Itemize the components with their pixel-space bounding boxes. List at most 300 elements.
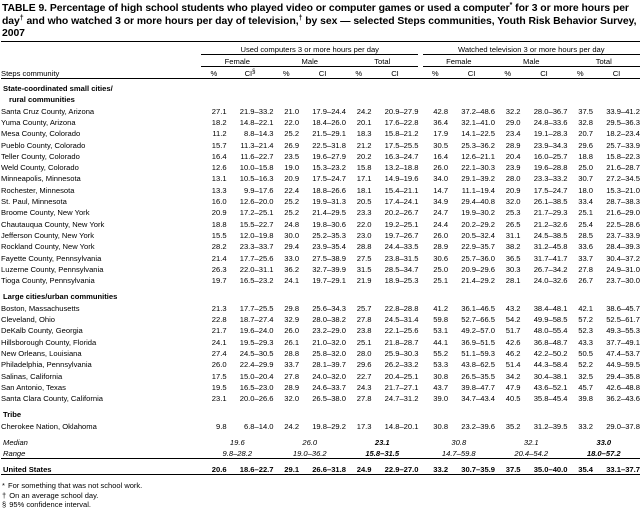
cell-c_m_ci: 21.0–32.0 <box>312 337 346 347</box>
section-header-blank-2 <box>201 93 640 104</box>
cell-t_f_ci: 20.9–29.6 <box>461 264 496 274</box>
cell-t_t_ci: 29.0–37.8 <box>606 421 640 431</box>
header-blank-2 <box>1 57 201 67</box>
cell-c_f_ci: 20.0–26.6 <box>239 394 274 404</box>
range-c_f: 9.8–28.2 <box>222 449 253 459</box>
cell-t_m_pct: 25.3 <box>505 208 521 218</box>
cell-t_t_pct: 25.4 <box>578 219 593 229</box>
header-cf-ci-label: CI <box>244 68 253 78</box>
community-name: St. Paul, Minnesota <box>1 197 67 207</box>
range-t_m: 20.4–54.2 <box>514 449 549 459</box>
community-name: Chautauqua County, New York <box>1 219 105 229</box>
cell-c_t_ci: 15.4–21.1 <box>384 185 419 195</box>
header-television-total: Total <box>567 57 640 67</box>
cell-c_t_pct: 20.5 <box>356 197 372 207</box>
cell-t_f_pct: 25.0 <box>433 264 449 274</box>
cell-t_t_ci: 18.2–23.4 <box>606 129 640 139</box>
community-name: Tioga County, Pennsylvania <box>1 276 95 286</box>
cell-c_f_pct: 22.8 <box>211 315 227 325</box>
cell-c_f_ci: 11.3–21.4 <box>240 140 274 150</box>
section-header-label: State-coordinated small cities/ <box>3 84 113 94</box>
cell-t_f_ci: 14.1–22.5 <box>461 129 496 139</box>
cell-t_f_ci: 51.1–59.3 <box>461 348 496 358</box>
community-name: New Orleans, Louisiana <box>1 348 82 358</box>
table-row <box>1 347 640 358</box>
footnote-2 <box>2 491 639 501</box>
table-row <box>1 263 640 274</box>
cell-c_t_pct: 27.5 <box>356 253 372 263</box>
cell-t_t_ci: 37.7–49.1 <box>606 337 640 347</box>
section-header-label: Large cities/urban communities <box>3 292 118 302</box>
cell-t_t_pct: 33.6 <box>578 242 593 252</box>
cell-c_f_pct: 15.5 <box>211 230 227 240</box>
cell-c_t_ci: 25.9–30.3 <box>384 348 419 358</box>
cell-t_f_ci: 25.7–36.0 <box>461 253 496 263</box>
community-name: Luzerne County, Pennsylvania <box>1 264 104 274</box>
us-cell-t_f_pct: 33.2 <box>433 465 449 475</box>
cell-c_m_ci: 18.4–26.0 <box>312 117 346 127</box>
cell-t_m_pct: 36.5 <box>505 253 521 263</box>
cell-t_m_ci: 28.0–36.7 <box>533 106 568 116</box>
header-sex-row <box>1 57 640 67</box>
us-cell-t_m_ci: 35.0–40.0 <box>533 465 568 475</box>
cell-t_f_pct: 34.9 <box>433 197 449 207</box>
footnote-marker-3: § <box>2 500 9 510</box>
cell-c_f_ci: 15.0–20.4 <box>239 371 274 381</box>
cell-t_m_ci: 31.2–45.8 <box>533 242 568 252</box>
header-television-female: Female <box>423 57 495 67</box>
section-header-label-2: rural communities <box>9 95 75 105</box>
cell-c_f_pct: 13.1 <box>211 174 227 184</box>
cell-t_m_pct: 28.0 <box>505 174 521 184</box>
cell-t_f_ci: 26.5–35.5 <box>461 371 496 381</box>
cell-t_f_ci: 29.4–40.8 <box>461 197 496 207</box>
cell-t_t_pct: 18.0 <box>578 185 593 195</box>
cell-c_m_ci: 24.0–32.0 <box>312 371 346 381</box>
cell-c_m_ci: 19.7–29.1 <box>312 276 346 286</box>
cell-c_f_pct: 15.7 <box>211 140 227 150</box>
cell-c_m_pct: 32.9 <box>284 315 300 325</box>
cell-c_m_pct: 24.8 <box>284 219 300 229</box>
cell-c_m_ci: 17.5–24.7 <box>312 174 346 184</box>
table-row <box>1 138 640 149</box>
community-name: Santa Clara County, California <box>1 394 104 404</box>
cell-c_t_pct: 18.1 <box>356 185 372 195</box>
header-computers-female: Female <box>201 57 273 67</box>
cell-c_f_ci: 10.0–15.8 <box>239 163 274 173</box>
cell-t_m_pct: 38.2 <box>505 242 521 252</box>
cell-c_f_ci: 23.3–33.7 <box>239 242 274 252</box>
header-ct-ci: CI <box>391 68 399 78</box>
cell-c_m_pct: 21.0 <box>284 106 300 116</box>
community-name: Cherokee Nation, Oklahoma <box>1 421 97 431</box>
cell-c_f_ci: 22.0–31.1 <box>239 264 274 274</box>
cell-c_m_pct: 28.8 <box>284 348 300 358</box>
cell-t_m_ci: 48.0–55.4 <box>533 326 568 336</box>
cell-c_t_pct: 28.8 <box>356 242 372 252</box>
cell-t_f_ci: 22.1–30.3 <box>461 163 496 173</box>
cell-t_t_ci: 15.8–22.3 <box>606 151 640 161</box>
cell-t_f_pct: 55.2 <box>433 348 449 358</box>
cell-c_f_pct: 11.2 <box>212 129 227 139</box>
cell-c_f_pct: 24.1 <box>211 337 227 347</box>
cell-t_f_ci: 20.5–32.4 <box>461 230 496 240</box>
header-computers-total: Total <box>346 57 418 67</box>
header-steps-community: Steps community <box>1 68 60 78</box>
cell-c_f_ci: 17.2–25.1 <box>239 208 274 218</box>
cell-t_f_ci: 32.1–41.0 <box>461 117 496 127</box>
community-name: Yuma County, Arizona <box>1 117 76 127</box>
table-row <box>1 335 640 346</box>
range-c_t: 15.8–31.5 <box>365 449 400 459</box>
cell-t_m_ci: 23.9–34.3 <box>533 140 568 150</box>
cell-c_f_pct: 12.6 <box>211 163 227 173</box>
cell-c_m_pct: 32.0 <box>284 394 300 404</box>
cell-t_t_pct: 28.5 <box>578 230 593 240</box>
cell-t_t_pct: 29.6 <box>578 140 593 150</box>
cell-t_m_ci: 21.7–29.3 <box>533 208 568 218</box>
cell-t_t_ci: 21.6–29.0 <box>606 208 640 218</box>
cell-t_m_ci: 17.5–24.7 <box>533 185 568 195</box>
header-tm-pct: % <box>504 68 512 78</box>
cell-c_f_ci: 15.5–22.7 <box>239 219 274 229</box>
cell-c_f_ci: 16.5–23.2 <box>239 276 274 286</box>
table-row <box>1 313 640 324</box>
cell-t_m_pct: 42.6 <box>505 337 521 347</box>
cell-t_m_pct: 28.9 <box>505 140 521 150</box>
title-text-4: by sex — selected Steps communities, Youth Risk Behavior Survey, 2007 <box>2 15 637 40</box>
cell-t_t_ci: 22.5–28.6 <box>606 219 640 229</box>
table-row <box>1 195 640 206</box>
cell-t_f_ci: 36.1–46.5 <box>461 303 496 313</box>
table-row <box>1 240 640 251</box>
cell-c_f_pct: 16.4 <box>211 151 227 161</box>
header-measure-row <box>1 69 640 79</box>
title-footnote-mark-1: * <box>509 2 513 9</box>
cell-t_t_ci: 24.9–31.0 <box>606 264 640 274</box>
cell-c_f_pct: 9.8 <box>216 421 227 431</box>
cell-t_m_pct: 20.4 <box>505 151 521 161</box>
cell-c_f_pct: 19.5 <box>211 382 227 392</box>
cell-c_t_ci: 20.2–26.7 <box>384 208 419 218</box>
header-tf-pct: % <box>431 68 439 78</box>
cell-t_m_ci: 30.4–38.1 <box>533 371 568 381</box>
cell-t_f_ci: 11.1–19.4 <box>461 185 496 195</box>
table-row <box>1 206 640 217</box>
cell-t_t_pct: 33.4 <box>578 197 593 207</box>
cell-t_f_pct: 30.6 <box>433 253 449 263</box>
cell-c_t_ci: 17.4–24.1 <box>384 197 419 207</box>
cell-c_t_pct: 15.8 <box>356 163 372 173</box>
table-row <box>1 183 640 194</box>
cell-t_m_ci: 16.0–25.7 <box>533 151 568 161</box>
cell-t_m_ci: 42.2–50.2 <box>533 348 568 358</box>
cell-t_m_ci: 31.2–39.5 <box>533 421 568 431</box>
cell-t_f_pct: 44.1 <box>433 337 449 347</box>
table-row <box>1 369 640 380</box>
cell-t_f_ci: 39.8–47.7 <box>461 382 496 392</box>
cell-c_m_ci: 19.6–27.9 <box>312 151 346 161</box>
section-header-blank <box>201 408 640 419</box>
cell-c_f_pct: 21.7 <box>211 326 227 336</box>
cell-c_m_pct: 26.9 <box>284 140 300 150</box>
cell-c_m_ci: 18.8–26.6 <box>312 185 346 195</box>
cell-t_t_ci: 38.6–45.7 <box>606 303 640 313</box>
cell-c_t_pct: 23.8 <box>356 326 372 336</box>
cell-t_f_pct: 24.4 <box>433 219 449 229</box>
cell-t_m_pct: 51.7 <box>505 326 521 336</box>
cell-t_f_pct: 41.2 <box>433 303 449 313</box>
cell-t_f_ci: 23.2–39.6 <box>461 421 496 431</box>
cell-c_m_ci: 23.2–29.0 <box>312 326 346 336</box>
community-name: Weld County, Colorado <box>1 163 79 173</box>
us-cell-t_t_pct: 35.4 <box>578 465 593 475</box>
table-row <box>1 127 640 138</box>
median-c_t: 23.1 <box>374 437 390 447</box>
cell-c_t_ci: 24.5–31.4 <box>384 315 419 325</box>
header-group-row <box>1 45 640 55</box>
cell-c_m_pct: 36.2 <box>284 264 300 274</box>
cell-c_t_ci: 18.9–25.3 <box>384 276 419 286</box>
header-tt-ci: CI <box>612 68 621 78</box>
cell-t_t_pct: 20.7 <box>578 129 593 139</box>
cell-t_f_pct: 17.9 <box>433 129 449 139</box>
header-blank <box>1 45 201 55</box>
section-header-blank <box>201 290 640 301</box>
table-row <box>1 229 640 240</box>
table-row <box>1 104 640 115</box>
cell-t_t_pct: 52.3 <box>578 326 593 336</box>
cell-t_t_ci: 36.2–43.6 <box>606 394 640 404</box>
cell-c_f_ci: 17.7–25.5 <box>239 303 274 313</box>
cell-c_t_ci: 17.5–25.5 <box>384 140 419 150</box>
median-row <box>1 436 640 447</box>
cell-c_f_ci: 10.5–16.3 <box>239 174 274 184</box>
table-row <box>1 392 640 403</box>
cell-c_f_pct: 27.4 <box>211 348 227 358</box>
cell-c_t_ci: 24.7–31.2 <box>384 394 419 404</box>
community-name: Salinas, California <box>1 371 63 381</box>
cell-c_f_pct: 26.0 <box>211 360 227 370</box>
community-name: Mesa County, Colorado <box>1 129 81 139</box>
cell-c_f_ci: 17.7–25.6 <box>239 253 274 263</box>
cell-t_t_ci: 27.2–34.5 <box>606 174 640 184</box>
cell-t_t_pct: 30.7 <box>578 174 593 184</box>
cell-c_f_pct: 19.7 <box>211 276 227 286</box>
range-c_m: 19.0–36.2 <box>292 449 327 459</box>
cell-c_m_pct: 26.0 <box>284 326 300 336</box>
us-cell-t_m_pct: 37.5 <box>505 465 521 475</box>
header-cf-ci <box>227 69 274 79</box>
cell-c_m_pct: 22.4 <box>284 185 300 195</box>
title-text-1: TABLE 9. Percentage of high school students who played video or computer games or used a computer <box>2 3 510 14</box>
cell-c_m_pct: 22.0 <box>284 117 300 127</box>
cell-c_m_pct: 29.4 <box>284 242 300 252</box>
cell-t_m_ci: 43.6–52.1 <box>533 382 568 392</box>
table-row <box>1 381 640 392</box>
cell-c_m_ci: 27.5–38.9 <box>312 253 346 263</box>
cell-t_m_ci: 35.8–45.4 <box>533 394 568 404</box>
cell-c_t_pct: 24.2 <box>356 106 372 116</box>
section-header-row <box>1 408 640 419</box>
median-c_f: 19.6 <box>229 437 245 447</box>
cell-t_f_ci: 49.2–57.0 <box>461 326 496 336</box>
cell-t_m_ci: 21.2–32.6 <box>533 219 568 229</box>
cell-t_f_pct: 36.4 <box>433 117 449 127</box>
cell-c_m_ci: 21.4–29.5 <box>312 208 346 218</box>
cell-t_f_pct: 53.1 <box>433 326 449 336</box>
cell-c_m_ci: 21.5–29.1 <box>312 129 346 139</box>
table-row <box>1 150 640 161</box>
cell-t_t_pct: 45.7 <box>578 382 593 392</box>
cell-c_m_ci: 28.0–38.2 <box>312 315 346 325</box>
cell-c_f_ci: 12.0–19.8 <box>239 230 274 240</box>
cell-c_t_ci: 15.8–21.2 <box>384 129 419 139</box>
cell-c_m_ci: 22.5–31.8 <box>312 140 346 150</box>
community-name: Jefferson County, New York <box>1 230 95 240</box>
cell-c_t_ci: 22.8–28.8 <box>384 303 419 313</box>
cell-c_f_pct: 27.1 <box>211 106 227 116</box>
cell-t_m_pct: 51.4 <box>505 360 521 370</box>
cell-c_m_ci: 19.8–30.6 <box>312 219 346 229</box>
median-t_f: 30.8 <box>451 437 467 447</box>
cell-c_f_pct: 13.3 <box>211 185 227 195</box>
cell-c_t_pct: 29.6 <box>356 360 372 370</box>
us-cell-t_t_ci: 33.1–37.7 <box>606 465 640 475</box>
cell-t_f_pct: 25.1 <box>433 276 449 286</box>
footnote-1 <box>2 481 639 491</box>
cell-c_m_pct: 30.0 <box>284 230 300 240</box>
section-header-label: Tribe <box>3 410 22 420</box>
united-states-label: United States <box>3 465 52 475</box>
cell-t_m_ci: 19.6–28.8 <box>533 163 568 173</box>
cell-t_m_pct: 30.3 <box>505 264 521 274</box>
community-name: Cleveland, Ohio <box>1 315 56 325</box>
table-row <box>1 274 640 285</box>
cell-c_f_ci: 16.5–23.0 <box>239 382 274 392</box>
cell-c_t_ci: 19.7–26.7 <box>384 230 419 240</box>
cell-t_t_pct: 57.2 <box>578 315 593 325</box>
cell-c_t_pct: 25.7 <box>356 303 372 313</box>
cell-t_f_pct: 26.0 <box>433 163 449 173</box>
cell-t_t_pct: 39.8 <box>578 394 593 404</box>
cell-t_f_pct: 28.9 <box>433 242 449 252</box>
cell-t_t_pct: 42.1 <box>578 303 593 313</box>
cell-t_t_ci: 29.4–35.8 <box>606 371 640 381</box>
data-table <box>1 41 640 479</box>
header-tt-pct: % <box>576 68 584 78</box>
cell-c_t_ci: 21.7–27.1 <box>384 382 419 392</box>
cell-c_f_pct: 26.3 <box>211 264 227 274</box>
cell-t_f_pct: 16.4 <box>433 151 449 161</box>
table-row <box>1 358 640 369</box>
cell-t_m_pct: 54.2 <box>505 315 521 325</box>
cell-t_f_pct: 59.8 <box>433 315 449 325</box>
cell-c_t_ci: 23.8–31.5 <box>384 253 419 263</box>
cell-t_t_pct: 32.5 <box>578 371 593 381</box>
us-cell-c_f_ci: 18.6–22.7 <box>239 465 274 475</box>
cell-t_m_pct: 40.5 <box>505 394 521 404</box>
cell-t_t_ci: 15.3–21.0 <box>606 185 640 195</box>
cell-t_t_pct: 25.0 <box>578 163 593 173</box>
cell-t_f_ci: 22.9–35.7 <box>461 242 496 252</box>
cell-t_m_ci: 31.7–41.7 <box>533 253 568 263</box>
cell-t_m_pct: 20.9 <box>505 185 521 195</box>
cell-c_t_ci: 16.3–24.7 <box>384 151 419 161</box>
cell-c_f_pct: 28.2 <box>211 242 227 252</box>
cell-t_f_pct: 14.7 <box>433 185 449 195</box>
header-group-television: Watched television 3 or more hours per day <box>423 45 640 55</box>
cell-c_f_ci: 6.8–14.0 <box>243 421 274 431</box>
cell-c_m_ci: 26.5–38.0 <box>312 394 346 404</box>
cell-t_m_pct: 31.1 <box>505 230 521 240</box>
section-header-row-2 <box>1 93 640 104</box>
community-name: Teller County, Colorado <box>1 151 80 161</box>
cell-t_t_ci: 47.4–53.7 <box>606 348 640 358</box>
title-footnote-mark-2: † <box>19 14 24 22</box>
cell-t_t_pct: 37.5 <box>578 106 593 116</box>
cell-c_m_ci: 28.1–39.7 <box>312 360 346 370</box>
community-name: Fayette County, Pennsylvania <box>1 253 102 263</box>
cell-t_t_ci: 29.5–36.3 <box>606 117 640 127</box>
cell-c_m_pct: 20.9 <box>284 174 300 184</box>
section-header-row <box>1 290 640 301</box>
cell-c_t_ci: 17.6–22.8 <box>384 117 419 127</box>
cell-t_f_pct: 53.3 <box>433 360 449 370</box>
cell-t_t_pct: 33.7 <box>578 253 593 263</box>
cell-c_m_ci: 25.2–35.3 <box>312 230 346 240</box>
median-c_m: 26.0 <box>302 437 318 447</box>
cell-t_m_pct: 47.9 <box>505 382 521 392</box>
table-body <box>1 82 640 479</box>
cell-c_f_pct: 17.5 <box>211 371 227 381</box>
cell-t_t_pct: 25.1 <box>578 208 593 218</box>
footnote-text-2: On an average school day. <box>9 490 99 500</box>
community-name: Broome County, New York <box>1 208 90 218</box>
cell-c_m_ci: 24.6–33.7 <box>312 382 346 392</box>
cell-c_m_pct: 33.7 <box>284 360 300 370</box>
cell-t_m_ci: 38.4–48.1 <box>533 303 568 313</box>
footnote-3 <box>2 500 639 510</box>
cell-t_f_pct: 30.8 <box>433 421 449 431</box>
cell-c_m_pct: 23.5 <box>284 151 300 161</box>
cell-t_m_ci: 44.3–58.4 <box>533 360 568 370</box>
cell-c_t_pct: 23.3 <box>356 208 372 218</box>
cell-t_m_ci: 24.8–33.6 <box>533 117 568 127</box>
united-states-row <box>1 462 640 475</box>
cell-c_t_ci: 14.9–19.6 <box>384 174 419 184</box>
cell-c_m_ci: 17.9–24.4 <box>312 106 346 116</box>
footnote-text-1: For something that was not school work. <box>8 481 143 491</box>
cell-c_m_ci: 19.9–31.3 <box>312 197 346 207</box>
cell-c_f_ci: 18.7–27.4 <box>239 315 274 325</box>
cell-t_f_ci: 36.9–51.5 <box>461 337 496 347</box>
cell-t_m_ci: 36.8–48.7 <box>533 337 568 347</box>
cell-t_f_pct: 34.0 <box>433 174 449 184</box>
cell-c_f_ci: 21.9–33.2 <box>239 106 274 116</box>
us-cell-c_t_pct: 24.9 <box>356 465 372 475</box>
cell-t_m_ci: 24.5–38.5 <box>533 230 568 240</box>
cell-c_m_ci: 19.8–29.2 <box>312 421 346 431</box>
cell-t_t_ci: 28.7–38.3 <box>606 197 640 207</box>
title-text-2: for 3 or more hours per day <box>2 3 629 27</box>
header-ct-pct: % <box>355 68 363 78</box>
cell-t_f_pct: 43.7 <box>433 382 449 392</box>
footnote-text-3: 95% confidence interval. <box>9 500 91 510</box>
cell-t_f_ci: 20.2–29.2 <box>461 219 496 229</box>
cell-c_m_pct: 29.8 <box>284 303 300 313</box>
cell-t_f_ci: 25.3–36.2 <box>461 140 496 150</box>
